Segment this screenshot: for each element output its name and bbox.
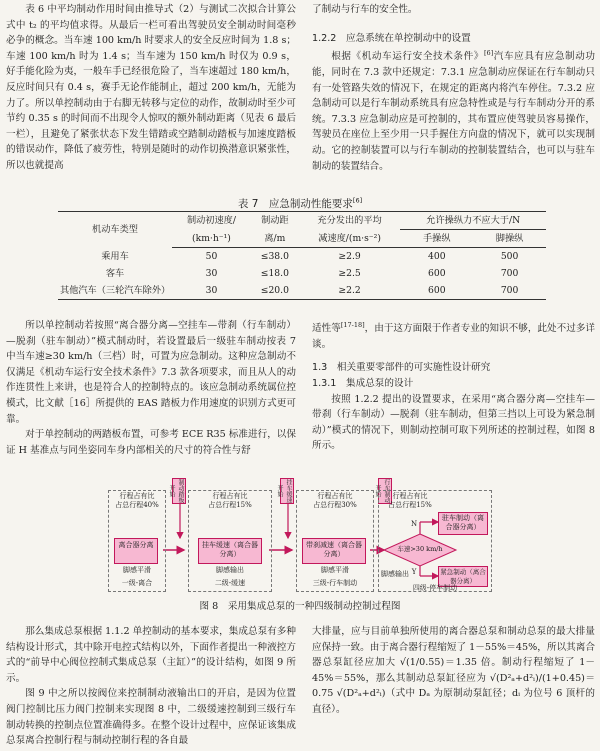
- cell-foot: 700: [473, 282, 546, 300]
- stage-4-decision: 车速>30 km/h: [397, 545, 443, 553]
- stage-3-pedal: 脚感平滑: [321, 566, 349, 574]
- col-header-unit: 离/m: [251, 230, 299, 248]
- stage-2-travel: 行程占有比 占总行程15%: [208, 492, 252, 509]
- paragraph: 根据《机动车运行安全技术条件》[6]汽车应具有应急制动功能，同时在 7.3 款中还规定：7.3.1 应急制动应保证在行车制动只有一处管路失效的情况下，在规定的距离内将汽车停住。7.3.2 应急制动可以是行车制动系统具有应急特性或是与行车制动分开的系统。7.3.3 应急制动应是可控制的，其布置应使驾驶员容易操作，驾驶员在座位上至少用一只手握住方向盘的情况下，就可以实现制动。它的控制装置可以与行车制动的控制装置结合，也可以与驻车制动的装置结合。: [312, 49, 596, 172]
- cell-speed: 30: [172, 282, 251, 300]
- cell-decel: ≥2.2: [299, 282, 401, 300]
- top-left-column: [6, 2, 296, 174]
- pink-label-3: 行车制动开始: [374, 479, 390, 503]
- stage-1-box: 离合器分离: [114, 538, 158, 564]
- cell-decel: ≥2.5: [338, 268, 361, 279]
- cell-type: 乘用车: [101, 250, 129, 262]
- cell-foot: 700: [500, 268, 519, 279]
- table-row: [58, 265, 546, 282]
- cell-hand: 600: [400, 282, 473, 300]
- stage-1-travel: 行程占有比 占总行程40%: [115, 492, 159, 509]
- cell-distance: ≤20.0: [251, 282, 299, 300]
- cell-hand: 400: [428, 251, 446, 262]
- mid-right-column: [312, 318, 595, 454]
- stage-4-y: Y: [411, 568, 417, 576]
- stage-2-pedal: 脚感输出: [216, 566, 244, 574]
- paragraph: 对于单控制动的两踏板布置，可参考 ECE R35 标准进行，以保证 H 基准点与同坐姿同车身内部相关的尺寸的符合性与舒: [6, 429, 296, 456]
- paragraph: 图 9 中之所以按阀位来控制制动液输出口的开启，是因为位置阀门控制比压力阀门控制来实现图 8 中，二级缓速控制到三级行车制动转换的控制点位置准确得多。在整个设计过程中，应保证该集成总泵离合控制行程与制动控制行程的各自最: [6, 688, 296, 747]
- section-heading-1-3: 1.3 相关重要零部件的可实施性设计研究: [312, 362, 491, 374]
- table-row: [58, 248, 546, 266]
- bottom-right-column: [312, 624, 595, 718]
- table-row: [58, 282, 546, 300]
- cell-speed: 50: [205, 251, 218, 262]
- figure-8-flowchart: [108, 478, 492, 598]
- stage-4-pedal: 脚感输出: [381, 570, 409, 578]
- paragraph: 表 6 中平均制动作用时间由推导式（2）与测试二次拟合计算公式中 t₂ 的平均值求得。从最后一栏可看出驾驶员安全制动时间毫秒必争的概念。当车速 100 km/h 时要求人的安全反应时间为 1.8 s；车速 100 km/h 时为 1.4 s；当车速为 150 km/h 时仅为 0.9 s，好手能化险为夷，一般车手已经很危险了，当车速超过 180 km/h，反应时间只有 0.4 s，赛手无论作能制止，超过 200 km/h，无能为力了。所以单控制动由于右脚无转移与定位的动作，故制动时至少可节约 0.35 s 的时间而不出现令人惊叹的额外制动距离（见表 6 最后一栏），且避免了紧张状态下发生错踏或空踏制动踏板与加速度踏板的错误动作，降低了疲劳性，特别是随时的动作切换潜意识紧张性，所以也就提高: [6, 4, 296, 171]
- stage-4-n: N: [410, 520, 418, 528]
- figure-caption: 图 8 采用集成总泵的一种四级制动控制过程图: [199, 601, 401, 612]
- paragraph: 所以单控制动若按照“离合器分离—空挂车—带刹（行车制动）—脱刹（驻车制动）”模式制动时，若设置最后一级驻车制动按表 7 中当车速≥30 km/h（三档）时，可置为应急制动。这种应急制动不仅满足《机动车运行安全技术条件》7.3 款各项要求，而且从人的动作连贯性上来讲，也是符合人的控制特点的。该应急制动系统属位控模式，比文献［16］所提供的 EAS 踏板力作用速度的识别方式更可靠。: [6, 320, 296, 425]
- stage-4-travel: 行程占有比 占总行程15%: [388, 492, 432, 509]
- section-heading-1-3-1: 1.3.1 集成总泵的设计: [312, 377, 414, 389]
- stage-4-parking-box: 驻车制动（离合器分离）: [438, 512, 488, 535]
- paragraph: 了制动与行车的安全性。: [312, 4, 418, 15]
- stage-1-pedal: 脚感平滑: [123, 566, 151, 574]
- col-header-unit: 减速度/(m·s⁻²): [299, 230, 401, 248]
- paragraph: 按照 1.2.2 提出的设置要求，在采用“离合器分离—空挂车—带刹（行车制动）—脱刹（驻车制动，但第三挡以上可设为紧急制动）”模式的情况下，则制动控制可取下列所述的控制过程，如图 8 所示。: [312, 393, 595, 452]
- paragraph: 适性等[17-18]，由于这方面限于作者专业的知识不够，此处不过多详谈。: [312, 321, 596, 350]
- col-header: 制动距: [251, 212, 299, 230]
- stage-4-emergency-box: 紧急制动（离合器分离）: [438, 566, 488, 587]
- mid-left-column: [6, 318, 296, 458]
- pink-label-2: 挂车缓速开始: [276, 479, 292, 503]
- pink-label-1: 制动踏板开始: [168, 479, 184, 503]
- col-header: 脚操纵: [473, 230, 546, 248]
- cell-decel: ≥2.9: [338, 251, 361, 262]
- cell-type: 其他汽车（三轮汽车除外）: [58, 282, 172, 300]
- col-header: 机动车类型: [58, 212, 172, 248]
- section-heading-1-2-2: 1.2.2 应急系统在单控制动中的设置: [312, 32, 471, 44]
- cell-speed: 30: [205, 268, 218, 279]
- cell-foot: 500: [500, 251, 519, 262]
- col-header: 制动初速度/: [172, 212, 251, 230]
- paragraph: 那么集成总泵根据 1.1.2 单控制动的基本要求，集成总泵有多种结构设计形式，其中除开电控式结构以外，下面作者提出一种液控方式的“前导中心阀位控制式集成总泵（主缸）”的设计结构，如图 9 所示。: [6, 626, 296, 684]
- cell-distance: ≤18.0: [260, 268, 289, 279]
- table-caption: 表 7 应急制动性能要求[6]: [237, 196, 363, 210]
- stage-2-name: 二级-缓速: [214, 579, 246, 587]
- cell-hand: 600: [428, 268, 446, 279]
- stage-2-box: 挂车缓速（离合器分离）: [198, 538, 262, 564]
- col-header: 手操纵: [400, 230, 473, 248]
- cell-distance: ≤38.0: [260, 251, 289, 262]
- spec-table: [58, 211, 546, 300]
- col-header: 允许操纵力不应大于/N: [400, 212, 546, 230]
- stage-3-travel: 行程占有比 占总行程30%: [313, 492, 357, 509]
- paragraph: 大排量，应与目前单独所使用的离合器总泵和制动总泵的最大排量应保持一致。由于离合器行程缩短了 1－55%＝45%，所以其离合器总泵缸径应加大 √(1/0.55)＝1.35 倍。制动行程缩短了 1－45%＝55%，那么其制动总泵缸径应为 √(D²ₐ+d²ᵢ)/(1+0.45)＝0.75 √(D²ₐ+d²ᵢ)（式中 Dₐ 为原制动泵缸径；dᵢ 为位号 6 顶杆的直径）。: [312, 626, 595, 715]
- cell-type: 客车: [105, 268, 125, 279]
- stage-3-name: 三级-行车制动: [312, 579, 358, 587]
- bottom-left-column: [6, 624, 296, 749]
- stage-3-box: 带刹减速（离合器分离）: [302, 538, 366, 564]
- col-header: 充分发出的平均: [299, 212, 401, 230]
- top-right-column: [312, 2, 595, 174]
- stage-4-name: 四级-停车制动: [412, 584, 458, 592]
- col-header-unit: (km·h⁻¹): [172, 230, 251, 248]
- stage-1-name: 一级-离合: [121, 579, 153, 587]
